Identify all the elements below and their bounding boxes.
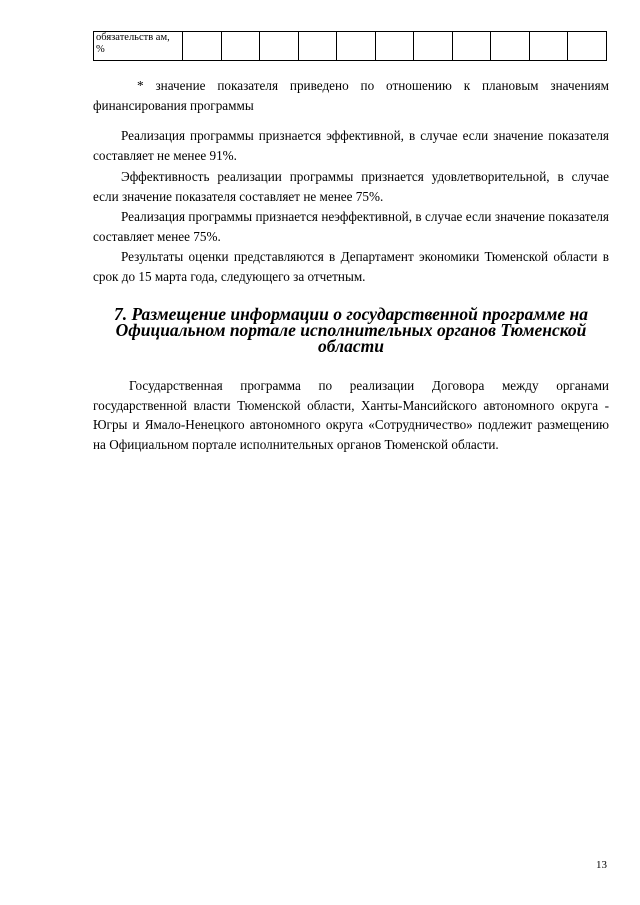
section-heading: 7. Размещение информации о государственной программе на Официальном портале исполнительных органов Тюменской области [114,304,588,356]
table-cell [375,32,414,61]
page-number: 13 [596,859,607,871]
table-cell [568,32,607,61]
paragraph-satisfactory: Эффективность реализации программы признается удовлетворительной, в случае если значение показателя составляет не менее 75%. [93,169,609,204]
table-cell [529,32,568,61]
indicator-table-fragment [93,31,607,61]
table-cell-label: обязательств ам, % [94,32,183,61]
table-cell [260,32,299,61]
table-cell [337,32,376,61]
paragraph-results: Результаты оценки представляются в Департамент экономики Тюменской области в срок до 15 марта года, следующего за отчетным. [93,249,609,284]
footnote-text: * значение показателя приведено по отношению к плановым значениям финансирования программы [93,78,609,113]
paragraph-ineffective: Реализация программы признается неэффективной, в случае если значение показателя составляет менее 75%. [93,209,609,244]
table-cell [491,32,530,61]
table-row [94,32,607,61]
table-cell [452,32,491,61]
table-cell [221,32,260,61]
table-cell [183,32,222,61]
table-cell [298,32,337,61]
table-cell [414,32,453,61]
section-paragraph: Государственная программа по реализации Договора между органами государственной власти Тюменской области, Ханты-Мансийского автономного округа - Югры и Ямало-Ненецкого автономного округа «Сотрудничество» подлежит размещению на Официальном портале исполнительных органов Тюменской области. [93,378,609,452]
paragraph-effective: Реализация программы признается эффективной, в случае если значение показателя составляет не менее 91%. [93,128,609,163]
